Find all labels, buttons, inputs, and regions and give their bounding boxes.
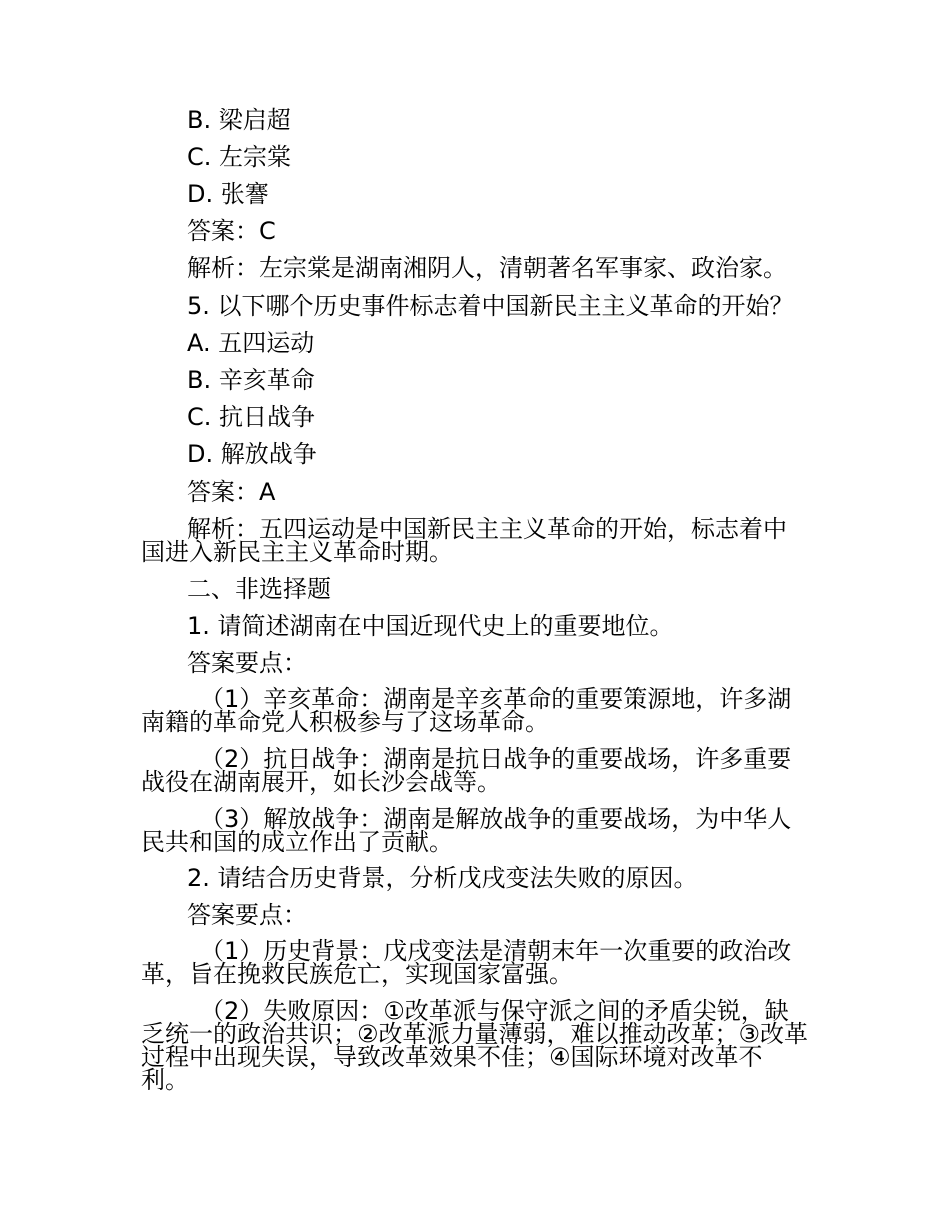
s2-q2-point-2: （2）失败原因：①改革派与保守派之间的矛盾尖锐，缺乏统一的政治共识；②改革派力量薄弱，难以推动改革；③改革过程中出现失误，导致改革效果不佳；④国际环境对改革不利。 (141, 997, 809, 1094)
s2-q2-question: 2. 请结合历史背景，分析戊戌变法失败的原因。 (187, 864, 698, 892)
q5-option-b: B. 辛亥革命 (187, 366, 315, 394)
q5-analysis: 解析：五四运动是中国新民主主义革命的开始，标志着中国进入新民主主义革命时期。 (141, 515, 787, 566)
q5-option-c: C. 抗日战争 (187, 403, 316, 431)
q4-option-c: C. 左宗棠 (187, 143, 292, 171)
q5-question: 5. 以下哪个历史事件标志着中国新民主主义革命的开始？ (187, 292, 794, 320)
q5-option-d: D. 解放战争 (187, 440, 317, 468)
s2-q2-point-1: （1）历史背景：戊戌变法是清朝末年一次重要的政治改革，旨在挽救民族危亡，实现国家富强。 (141, 937, 792, 988)
s2-q2-answer-label: 答案要点： (187, 901, 307, 929)
s2-q1-point-3: （3）解放战争：湖南是解放战争的重要战场，为中华人民共和国的成立作出了贡献。 (141, 805, 792, 856)
q4-option-d: D. 张謇 (187, 180, 269, 208)
s2-q1-answer-label: 答案要点： (187, 649, 307, 677)
q4-option-b: B. 梁启超 (187, 106, 291, 134)
s2-q1-point-2: （2）抗日战争：湖南是抗日战争的重要战场，许多重要战役在湖南展开，如长沙会战等。 (141, 745, 792, 796)
q4-answer: 答案：C (187, 217, 276, 245)
section-title: 二、非选择题 (187, 575, 331, 603)
s2-q1-point-1: （1）辛亥革命：湖南是辛亥革命的重要策源地，许多湖南籍的革命党人积极参与了这场革命。 (141, 685, 792, 736)
q4-analysis: 解析：左宗棠是湖南湘阴人，清朝著名军事家、政治家。 (187, 254, 787, 282)
q5-option-a: A. 五四运动 (187, 329, 315, 357)
s2-q1-question: 1. 请简述湖南在中国近现代史上的重要地位。 (187, 612, 674, 640)
q5-answer: 答案：A (187, 478, 276, 506)
